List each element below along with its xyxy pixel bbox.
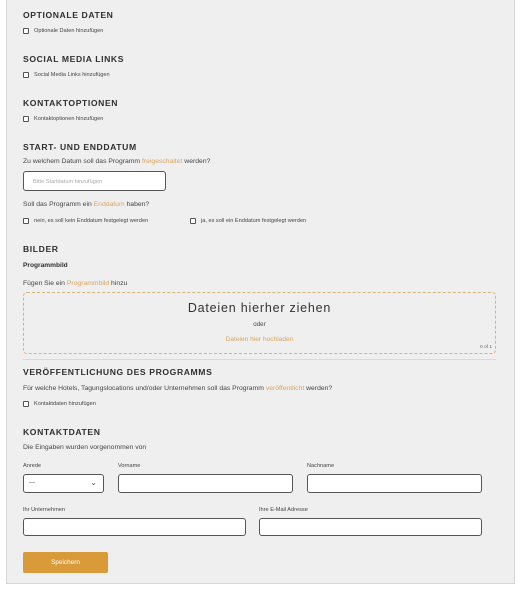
images-heading: BILDER [23, 244, 59, 254]
dates-heading: START- UND ENDDATUM [23, 142, 137, 152]
set-end-date-label: ja, es soll ein Enddatum festgelegt werden [201, 218, 307, 224]
published-link[interactable]: veröffentlicht [265, 385, 305, 392]
chevron-down-icon: ⌄ [90, 478, 97, 487]
upload-files-link[interactable]: Dateien hier hochladen [225, 336, 294, 343]
program-image-hint [23, 280, 127, 287]
social-links-heading: SOCIAL MEDIA LINKS [23, 54, 125, 64]
set-end-date-option[interactable] [190, 218, 306, 224]
start-date-question-end: werden? [182, 158, 211, 165]
program-image-hint-end: hinzu [109, 280, 128, 287]
social-links-toggle[interactable] [23, 72, 110, 78]
program-image-subheading: Programmbild [23, 262, 68, 269]
start-date-input[interactable] [23, 171, 166, 191]
start-date-question-text: Zu welchem Datum soll das Programm [23, 158, 142, 165]
optional-data-toggle[interactable] [23, 28, 103, 34]
firstname-label: Vorname [118, 463, 141, 469]
section-divider [23, 359, 496, 360]
end-date-link[interactable]: Enddatum [93, 201, 125, 208]
contact-data-checkbox[interactable] [23, 401, 29, 407]
optional-data-label: Optionale Daten hinzufügen [34, 28, 104, 34]
publication-question-text: Für welche Hotels, Tagungslocations und/oder Unternehmen soll das Programm [23, 385, 266, 392]
form-panel [6, 0, 515, 584]
start-date-question [23, 158, 210, 165]
file-dropzone[interactable] [23, 292, 496, 354]
activated-link[interactable]: freigeschaltet [141, 158, 183, 165]
contact-data-intro: Die Eingaben wurden vorgenommen von [23, 444, 147, 451]
salutation-value: --- [29, 480, 35, 486]
no-end-date-checkbox[interactable] [23, 218, 29, 224]
email-input[interactable] [259, 518, 482, 536]
dropzone-or: oder [253, 321, 266, 328]
lastname-label: Nachname [307, 463, 335, 469]
contact-options-heading: KONTAKTOPTIONEN [23, 98, 119, 108]
publication-heading: VERÖFFENTLICHUNG DES PROGRAMMS [23, 367, 213, 377]
contact-data-heading: KONTAKTDATEN [23, 427, 101, 437]
salutation-label: Anrede [23, 463, 42, 469]
dropzone-title: Dateien hierher ziehen [187, 301, 332, 315]
end-date-question-text: Soll das Programm ein [23, 201, 94, 208]
contact-options-toggle[interactable] [23, 116, 103, 122]
salutation-select[interactable] [23, 474, 104, 493]
contact-options-checkbox[interactable] [23, 116, 29, 122]
company-input[interactable] [23, 518, 246, 536]
no-end-date-label: nein, es soll kein Enddatum festgelegt werden [34, 218, 149, 224]
publication-question-end: werden? [304, 385, 333, 392]
set-end-date-checkbox[interactable] [190, 218, 196, 224]
end-date-question-end: haben? [124, 201, 150, 208]
contact-options-label: Kontaktoptionen hinzufügen [34, 116, 104, 122]
social-links-label: Social Media Links hinzufügen [34, 72, 110, 78]
firstname-input[interactable] [118, 474, 293, 493]
save-button[interactable]: Speichern [23, 552, 108, 573]
contact-data-label: Kontaktdaten hinzufügen [34, 401, 96, 407]
optional-data-heading: OPTIONALE DATEN [23, 10, 114, 20]
lastname-input[interactable] [307, 474, 482, 493]
no-end-date-option[interactable] [23, 218, 148, 224]
email-label: Ihre E-Mail Adresse [259, 507, 308, 513]
publication-question [23, 385, 332, 392]
company-label: Ihr Unternehmen [23, 507, 65, 513]
optional-data-checkbox[interactable] [23, 28, 29, 34]
program-image-hint-text: Fügen Sie ein [23, 280, 67, 287]
file-count: 0 of 1 [479, 345, 492, 350]
program-image-link[interactable]: Programmbild [66, 280, 110, 287]
start-date-placeholder: Bitte Startdatum hinzufügen [33, 179, 103, 185]
contact-data-toggle[interactable] [23, 401, 96, 407]
social-links-checkbox[interactable] [23, 72, 29, 78]
end-date-question [23, 201, 149, 208]
